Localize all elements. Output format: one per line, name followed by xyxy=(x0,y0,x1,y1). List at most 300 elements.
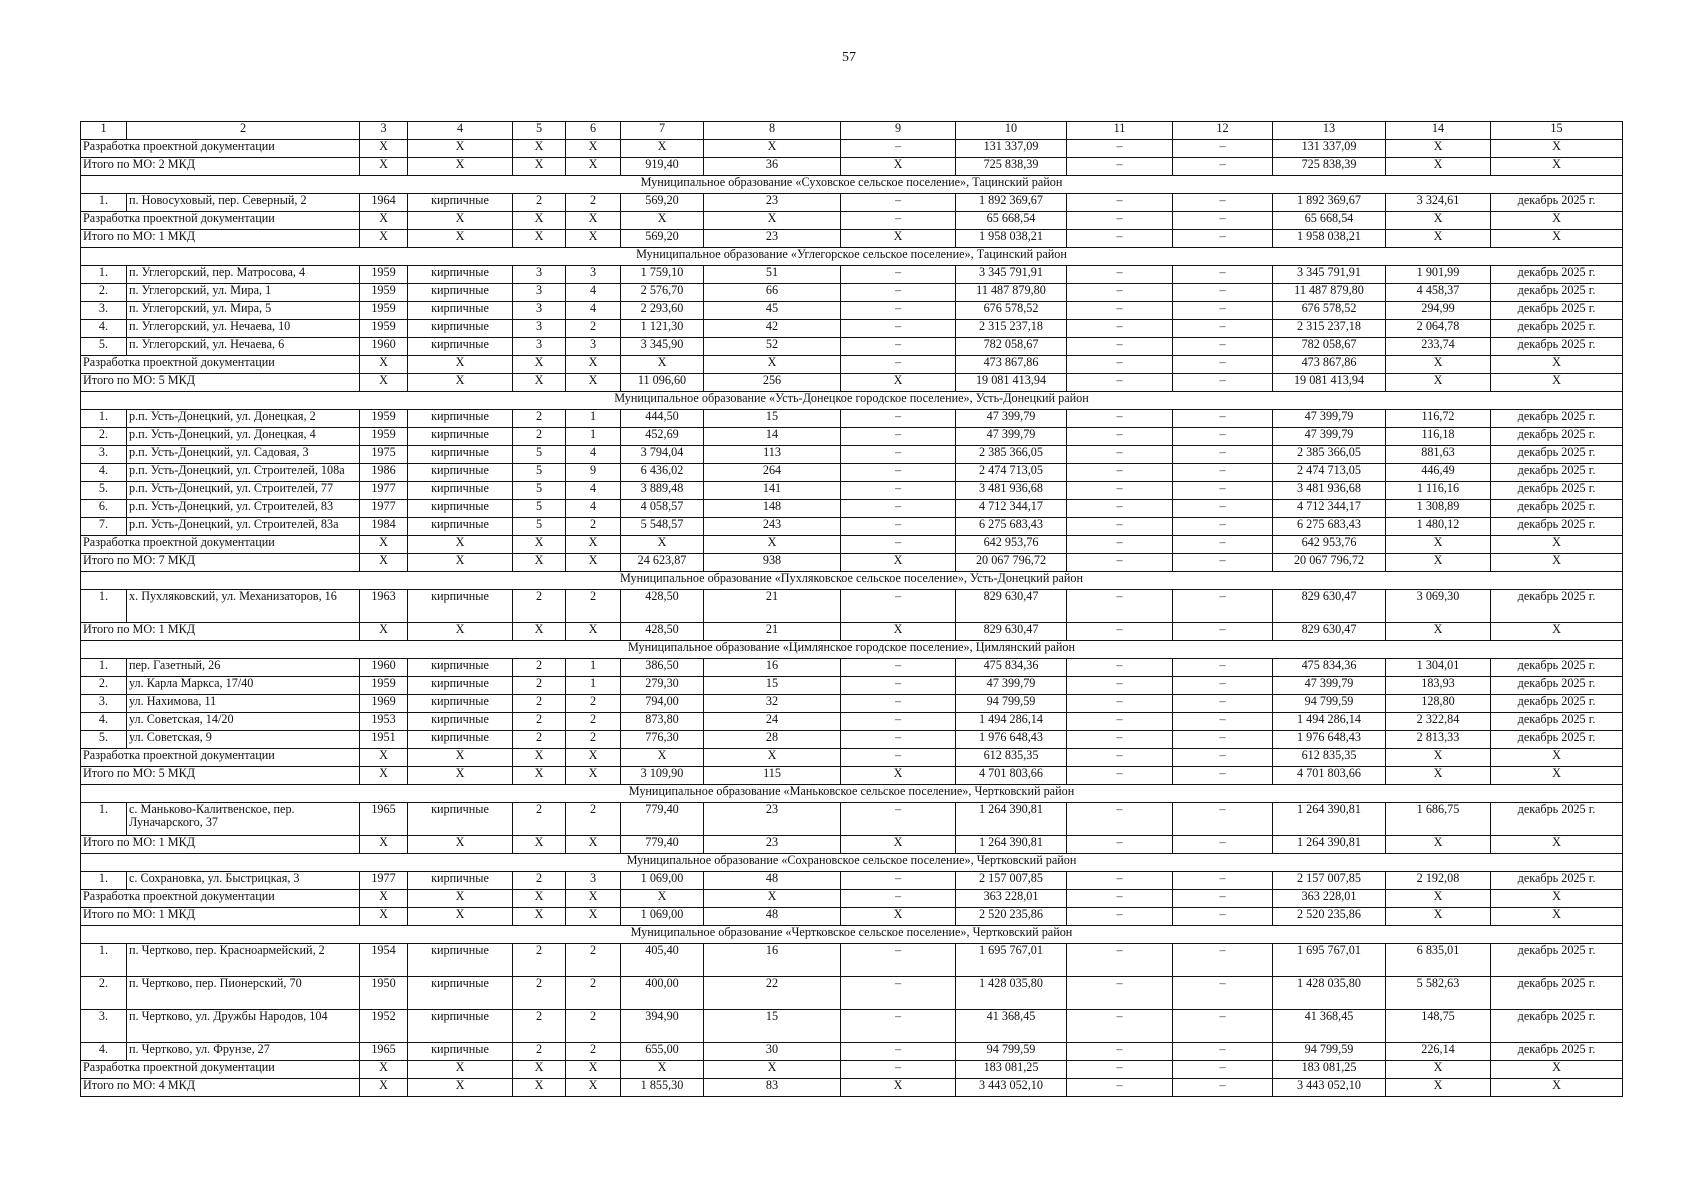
table-row xyxy=(81,713,1623,731)
row-label: Разработка проектной документации xyxy=(81,212,360,230)
table-cell: – xyxy=(1067,836,1173,854)
table-cell: X xyxy=(513,356,566,374)
table-cell: X xyxy=(360,908,408,926)
table-cell: 776,30 xyxy=(621,731,704,749)
table-cell: – xyxy=(1173,212,1273,230)
row-number: 2. xyxy=(81,428,127,446)
table-cell: 41 368,45 xyxy=(1273,1010,1386,1043)
table-cell: 36 xyxy=(704,158,841,176)
table-cell: 1984 xyxy=(360,518,408,536)
table-cell: 24 623,87 xyxy=(621,554,704,572)
table-cell: декабрь 2025 г. xyxy=(1491,659,1623,677)
table-row xyxy=(81,320,1623,338)
table-cell: 1963 xyxy=(360,590,408,623)
table-cell: X xyxy=(621,356,704,374)
table-cell: – xyxy=(1173,356,1273,374)
table-cell: 21 xyxy=(704,590,841,623)
table-row xyxy=(81,302,1623,320)
table-cell: 1 976 648,43 xyxy=(1273,731,1386,749)
table-cell: X xyxy=(1386,836,1491,854)
address-cell: п. Углегорский, пер. Матросова, 4 xyxy=(127,266,360,284)
table-cell: 2 xyxy=(566,731,621,749)
table-cell: 3 481 936,68 xyxy=(1273,482,1386,500)
table-cell: 65 668,54 xyxy=(956,212,1067,230)
header-cell: 6 xyxy=(566,122,621,140)
table-cell: X xyxy=(621,212,704,230)
section-title: Муниципальное образование «Маньковское сельское поселение», Чертковский район xyxy=(81,785,1623,803)
header-cell: 11 xyxy=(1067,122,1173,140)
section-header-row xyxy=(81,854,1623,872)
table-cell: 1 976 648,43 xyxy=(956,731,1067,749)
table-cell: – xyxy=(1067,1010,1173,1043)
table-cell: – xyxy=(1173,266,1273,284)
summary-row xyxy=(81,554,1623,572)
table-cell: 473 867,86 xyxy=(956,356,1067,374)
table-cell: 569,20 xyxy=(621,230,704,248)
table-cell: X xyxy=(566,554,621,572)
table-cell: 2 385 366,05 xyxy=(1273,446,1386,464)
table-cell: – xyxy=(841,590,956,623)
table-cell: 41 368,45 xyxy=(956,1010,1067,1043)
table-cell: 32 xyxy=(704,695,841,713)
table-cell: 148 xyxy=(704,500,841,518)
table-cell: X xyxy=(841,158,956,176)
table-cell: – xyxy=(1067,446,1173,464)
table-cell: X xyxy=(1491,836,1623,854)
table-cell: – xyxy=(841,338,956,356)
table-row xyxy=(81,410,1623,428)
table-cell: декабрь 2025 г. xyxy=(1491,500,1623,518)
table-cell: 1 069,00 xyxy=(621,908,704,926)
table-cell: X xyxy=(566,836,621,854)
table-cell: X xyxy=(360,836,408,854)
table-cell: 2 xyxy=(566,590,621,623)
table-cell: X xyxy=(360,212,408,230)
table-cell: 19 081 413,94 xyxy=(1273,374,1386,392)
row-number: 1. xyxy=(81,590,127,623)
table-cell: – xyxy=(841,872,956,890)
table-cell: X xyxy=(408,836,513,854)
table-row xyxy=(81,695,1623,713)
table-cell: 47 399,79 xyxy=(1273,677,1386,695)
table-cell: X xyxy=(566,230,621,248)
table-cell: 2 xyxy=(513,428,566,446)
table-cell: X xyxy=(841,230,956,248)
table-cell: 131 337,09 xyxy=(956,140,1067,158)
table-cell: X xyxy=(513,374,566,392)
table-cell: 794,00 xyxy=(621,695,704,713)
table-cell: X xyxy=(841,1079,956,1097)
table-cell: – xyxy=(1173,1043,1273,1061)
table-cell: X xyxy=(841,836,956,854)
table-cell: 6 275 683,43 xyxy=(1273,518,1386,536)
table-cell: 14 xyxy=(704,428,841,446)
table-cell: – xyxy=(1173,713,1273,731)
address-cell: с. Маньково-Калитвенское, пер. Луначарского, 37 xyxy=(127,803,360,836)
table-cell: кирпичные xyxy=(408,194,513,212)
table-cell: X xyxy=(566,536,621,554)
table-cell: X xyxy=(566,1061,621,1079)
table-cell: 2 520 235,86 xyxy=(1273,908,1386,926)
row-number: 3. xyxy=(81,446,127,464)
table-cell: – xyxy=(1067,482,1173,500)
table-cell: X xyxy=(513,908,566,926)
row-label: Разработка проектной документации xyxy=(81,1061,360,1079)
table-cell: 569,20 xyxy=(621,194,704,212)
table-cell: X xyxy=(513,1061,566,1079)
table-cell: X xyxy=(408,356,513,374)
table-cell: 473 867,86 xyxy=(1273,356,1386,374)
table-cell: – xyxy=(841,284,956,302)
summary-row xyxy=(81,908,1623,926)
table-row xyxy=(81,194,1623,212)
table-cell: – xyxy=(841,944,956,977)
table-cell: – xyxy=(1067,428,1173,446)
table-cell: 1 958 038,21 xyxy=(1273,230,1386,248)
header-cell: 3 xyxy=(360,122,408,140)
header-cell: 10 xyxy=(956,122,1067,140)
table-cell: X xyxy=(1491,749,1623,767)
table-cell: 4 458,37 xyxy=(1386,284,1491,302)
row-label: Разработка проектной документации xyxy=(81,140,360,158)
table-cell: X xyxy=(408,1079,513,1097)
table-cell: 83 xyxy=(704,1079,841,1097)
table-cell: 115 xyxy=(704,767,841,785)
table-cell: – xyxy=(1173,836,1273,854)
table-cell: 873,80 xyxy=(621,713,704,731)
table-cell: 2 576,70 xyxy=(621,284,704,302)
table-cell: – xyxy=(1067,1079,1173,1097)
table-cell: 23 xyxy=(704,230,841,248)
table-cell: 47 399,79 xyxy=(956,677,1067,695)
row-number: 1. xyxy=(81,266,127,284)
table-cell: – xyxy=(841,320,956,338)
table-cell: 1 xyxy=(566,428,621,446)
table-cell: X xyxy=(1386,158,1491,176)
address-cell: р.п. Усть-Донецкий, ул. Строителей, 83а xyxy=(127,518,360,536)
housing-program-table xyxy=(80,121,1623,1097)
table-cell: 782 058,67 xyxy=(956,338,1067,356)
table-cell: – xyxy=(841,536,956,554)
summary-row xyxy=(81,158,1623,176)
table-cell: – xyxy=(841,890,956,908)
table-cell: – xyxy=(1173,908,1273,926)
table-cell: X xyxy=(513,536,566,554)
row-number: 1. xyxy=(81,410,127,428)
table-cell: 256 xyxy=(704,374,841,392)
table-cell: декабрь 2025 г. xyxy=(1491,518,1623,536)
address-cell: п. Углегорский, ул. Нечаева, 10 xyxy=(127,320,360,338)
table-cell: – xyxy=(1067,749,1173,767)
table-cell: 23 xyxy=(704,836,841,854)
table-row xyxy=(81,1010,1623,1043)
table-cell: 1 121,30 xyxy=(621,320,704,338)
table-cell: 446,49 xyxy=(1386,464,1491,482)
table-cell: 676 578,52 xyxy=(956,302,1067,320)
summary-row xyxy=(81,1079,1623,1097)
table-cell: – xyxy=(841,302,956,320)
table-cell: – xyxy=(1173,677,1273,695)
table-cell: 24 xyxy=(704,713,841,731)
table-cell: X xyxy=(566,158,621,176)
table-cell: 1 116,16 xyxy=(1386,482,1491,500)
table-cell: X xyxy=(408,1061,513,1079)
table-cell: 4 712 344,17 xyxy=(956,500,1067,518)
table-cell: 428,50 xyxy=(621,623,704,641)
table-cell: – xyxy=(1067,518,1173,536)
header-cell: 15 xyxy=(1491,122,1623,140)
table-cell: 3 109,90 xyxy=(621,767,704,785)
table-cell: 2 474 713,05 xyxy=(1273,464,1386,482)
table-cell: 829 630,47 xyxy=(1273,623,1386,641)
table-cell: X xyxy=(566,908,621,926)
table-cell: X xyxy=(566,356,621,374)
table-cell: 394,90 xyxy=(621,1010,704,1043)
header-cell: 9 xyxy=(841,122,956,140)
table-cell: 243 xyxy=(704,518,841,536)
table-cell: 1 264 390,81 xyxy=(956,836,1067,854)
table-cell: X xyxy=(566,767,621,785)
table-cell: – xyxy=(1067,374,1173,392)
table-cell: X xyxy=(704,749,841,767)
table-cell: X xyxy=(621,749,704,767)
table-cell: X xyxy=(841,374,956,392)
table-cell: 9 xyxy=(566,464,621,482)
table-cell: 3 xyxy=(513,302,566,320)
table-cell: 2 xyxy=(513,977,566,1010)
table-cell: X xyxy=(360,536,408,554)
table-cell: 116,72 xyxy=(1386,410,1491,428)
section-header-row xyxy=(81,392,1623,410)
table-cell: 1977 xyxy=(360,482,408,500)
header-cell: 13 xyxy=(1273,122,1386,140)
table-cell: 1960 xyxy=(360,338,408,356)
table-cell: X xyxy=(1386,908,1491,926)
table-row xyxy=(81,446,1623,464)
table-cell: 16 xyxy=(704,659,841,677)
table-cell: 2 474 713,05 xyxy=(956,464,1067,482)
table-cell: 5 xyxy=(513,464,566,482)
table-cell: X xyxy=(513,1079,566,1097)
table-cell: X xyxy=(1386,890,1491,908)
table-cell: 21 xyxy=(704,623,841,641)
table-cell: – xyxy=(1173,977,1273,1010)
table-cell: X xyxy=(841,623,956,641)
row-number: 4. xyxy=(81,320,127,338)
table-cell: – xyxy=(1173,872,1273,890)
table-cell: 829 630,47 xyxy=(1273,590,1386,623)
address-cell: ул. Нахимова, 11 xyxy=(127,695,360,713)
table-cell: 45 xyxy=(704,302,841,320)
table-cell: – xyxy=(1173,158,1273,176)
table-cell: – xyxy=(1067,695,1173,713)
table-cell: 2 315 237,18 xyxy=(1273,320,1386,338)
table-cell: X xyxy=(513,623,566,641)
table-cell: – xyxy=(841,977,956,1010)
table-cell: X xyxy=(1491,356,1623,374)
table-cell: 2 xyxy=(566,1010,621,1043)
table-cell: X xyxy=(1386,623,1491,641)
table-cell: 3 xyxy=(513,266,566,284)
table-cell: 4 058,57 xyxy=(621,500,704,518)
table-cell: 128,80 xyxy=(1386,695,1491,713)
table-cell: декабрь 2025 г. xyxy=(1491,266,1623,284)
table-cell: X xyxy=(1386,356,1491,374)
table-cell: 1977 xyxy=(360,500,408,518)
table-cell: 2 064,78 xyxy=(1386,320,1491,338)
table-cell: 48 xyxy=(704,908,841,926)
address-cell: р.п. Усть-Донецкий, ул. Донецкая, 2 xyxy=(127,410,360,428)
row-number: 4. xyxy=(81,1043,127,1061)
table-cell: 6 275 683,43 xyxy=(956,518,1067,536)
table-cell: X xyxy=(408,623,513,641)
table-cell: X xyxy=(1386,374,1491,392)
table-cell: 65 668,54 xyxy=(1273,212,1386,230)
table-cell: – xyxy=(1067,302,1173,320)
table-cell: 405,40 xyxy=(621,944,704,977)
table-cell: 3 443 052,10 xyxy=(1273,1079,1386,1097)
row-number: 1. xyxy=(81,194,127,212)
table-cell: – xyxy=(1067,356,1173,374)
table-cell: – xyxy=(1067,554,1173,572)
table-cell: X xyxy=(360,890,408,908)
address-cell: р.п. Усть-Донецкий, ул. Строителей, 77 xyxy=(127,482,360,500)
table-cell: 1 069,00 xyxy=(621,872,704,890)
table-cell: – xyxy=(1173,1010,1273,1043)
table-cell: 6 835,01 xyxy=(1386,944,1491,977)
table-cell: X xyxy=(513,836,566,854)
table-cell: 919,40 xyxy=(621,158,704,176)
table-row xyxy=(81,500,1623,518)
table-cell: 48 xyxy=(704,872,841,890)
table-cell: 1959 xyxy=(360,320,408,338)
table-row xyxy=(81,677,1623,695)
table-cell: X xyxy=(513,767,566,785)
table-cell: 264 xyxy=(704,464,841,482)
table-cell: X xyxy=(408,374,513,392)
table-cell: 15 xyxy=(704,1010,841,1043)
table-cell: 2 xyxy=(513,695,566,713)
table-cell: 655,00 xyxy=(621,1043,704,1061)
table-cell: 15 xyxy=(704,410,841,428)
table-cell: X xyxy=(1386,554,1491,572)
table-cell: – xyxy=(841,677,956,695)
table-cell: X xyxy=(513,140,566,158)
table-cell: – xyxy=(1173,500,1273,518)
table-cell: кирпичные xyxy=(408,482,513,500)
table-cell: 279,30 xyxy=(621,677,704,695)
table-cell: 94 799,59 xyxy=(956,695,1067,713)
table-cell: 2 xyxy=(513,872,566,890)
table-cell: кирпичные xyxy=(408,944,513,977)
table-cell: – xyxy=(841,695,956,713)
table-cell: – xyxy=(1067,212,1173,230)
table-cell: 23 xyxy=(704,194,841,212)
table-cell: 2 315 237,18 xyxy=(956,320,1067,338)
table-cell: – xyxy=(1173,1061,1273,1079)
table-cell: – xyxy=(1173,767,1273,785)
table-cell: 475 834,36 xyxy=(1273,659,1386,677)
table-cell: кирпичные xyxy=(408,977,513,1010)
table-cell: 1969 xyxy=(360,695,408,713)
table-cell: X xyxy=(513,749,566,767)
table-cell: 1959 xyxy=(360,410,408,428)
row-number: 1. xyxy=(81,944,127,977)
table-cell: X xyxy=(1386,1079,1491,1097)
table-cell: – xyxy=(841,500,956,518)
table-cell: 3 xyxy=(566,338,621,356)
table-cell: X xyxy=(360,374,408,392)
table-cell: – xyxy=(841,518,956,536)
table-cell: 2 xyxy=(513,677,566,695)
table-cell: X xyxy=(1491,140,1623,158)
row-label: Итого по МО: 1 МКД xyxy=(81,908,360,926)
table-cell: 2 xyxy=(566,518,621,536)
table-cell: – xyxy=(1173,749,1273,767)
table-cell: 5 xyxy=(513,518,566,536)
table-cell: X xyxy=(1386,767,1491,785)
table-cell: 2 xyxy=(566,803,621,836)
table-cell: 1 264 390,81 xyxy=(956,803,1067,836)
table-cell: 183,93 xyxy=(1386,677,1491,695)
table-cell: декабрь 2025 г. xyxy=(1491,713,1623,731)
table-cell: 3 xyxy=(513,320,566,338)
section-header-row xyxy=(81,572,1623,590)
table-row xyxy=(81,266,1623,284)
row-label: Разработка проектной документации xyxy=(81,749,360,767)
table-cell: 3 345 791,91 xyxy=(956,266,1067,284)
table-cell: 1 428 035,80 xyxy=(1273,977,1386,1010)
section-title: Муниципальное образование «Сохрановское сельское поселение», Чертковский район xyxy=(81,854,1623,872)
table-cell: 3 xyxy=(566,872,621,890)
table-cell: кирпичные xyxy=(408,320,513,338)
table-cell: – xyxy=(1173,623,1273,641)
table-cell: декабрь 2025 г. xyxy=(1491,446,1623,464)
section-header-row xyxy=(81,926,1623,944)
table-row xyxy=(81,482,1623,500)
address-cell: р.п. Усть-Донецкий, ул. Донецкая, 4 xyxy=(127,428,360,446)
table-cell: X xyxy=(513,890,566,908)
table-cell: 4 701 803,66 xyxy=(1273,767,1386,785)
table-cell: 2 xyxy=(513,1010,566,1043)
table-cell: – xyxy=(841,194,956,212)
table-cell: X xyxy=(566,749,621,767)
table-cell: – xyxy=(1067,284,1173,302)
row-label: Итого по МО: 1 МКД xyxy=(81,230,360,248)
table-cell: 5 xyxy=(513,500,566,518)
table-cell: – xyxy=(1067,977,1173,1010)
table-cell: 938 xyxy=(704,554,841,572)
table-cell: 94 799,59 xyxy=(956,1043,1067,1061)
table-cell: 2 520 235,86 xyxy=(956,908,1067,926)
table-cell: 19 081 413,94 xyxy=(956,374,1067,392)
table-cell: 1 480,12 xyxy=(1386,518,1491,536)
table-cell: 1986 xyxy=(360,464,408,482)
table-cell: 452,69 xyxy=(621,428,704,446)
table-cell: – xyxy=(1067,677,1173,695)
table-cell: декабрь 2025 г. xyxy=(1491,1010,1623,1043)
table-cell: кирпичные xyxy=(408,803,513,836)
table-cell: – xyxy=(1067,803,1173,836)
table-cell: 3 794,04 xyxy=(621,446,704,464)
table-cell: – xyxy=(1067,1043,1173,1061)
table-cell: декабрь 2025 г. xyxy=(1491,284,1623,302)
table-cell: – xyxy=(1173,374,1273,392)
table-cell: X xyxy=(513,158,566,176)
table-cell: 2 xyxy=(566,695,621,713)
address-cell: с. Сохрановка, ул. Быстрицкая, 3 xyxy=(127,872,360,890)
table-cell: X xyxy=(360,767,408,785)
